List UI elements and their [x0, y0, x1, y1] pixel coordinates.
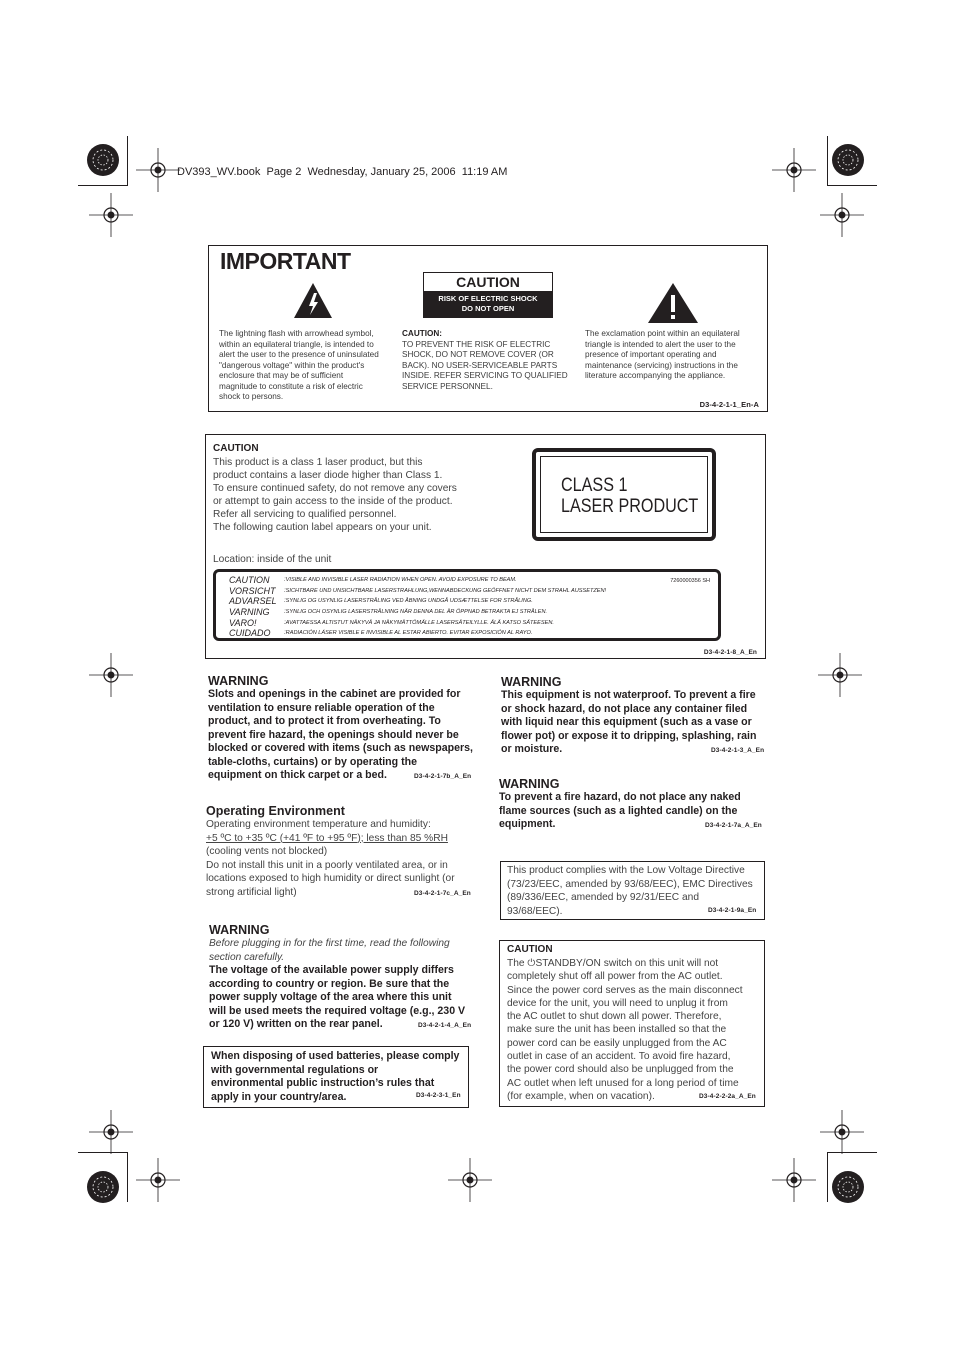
warning-heading: WARNING [208, 674, 269, 688]
laser-row: CAUTION : VISIBLE AND INVISIBLE LASER RADIATION WHEN OPEN. AVOID EXPOSURE TO BEAM. [229, 575, 517, 586]
laser-warning-rows [229, 575, 606, 639]
warning-heading: WARNING [209, 923, 270, 937]
laser-row: ADVARSEL : SYNLIG OG USYNLIG LASERSTRÅLING VED ÅBNING UNDGÅ UDSÆTTELSE FOR STRÅLING. [229, 596, 533, 607]
section-code: D3-4-2-1-8_A_En [703, 649, 757, 656]
lightning-description: The lightning flash with arrowhead symbol, within an equilateral triangle, is intended to alert the user to the presence of uninsulated "dangerous voltage" within the product's enclosure that may be of sufficient magnitude to constitute a risk of electric shock to persons. [219, 329, 379, 401]
label-part-number: 7260000356 SH [670, 578, 710, 584]
important-box [208, 245, 768, 412]
laser-row: VARO! : AVATTAESSA ALTISTUT NÄKYVÄ JA NÄKYMÄTTÖMÄLLE LASERSÄTEILYLLE. ÄLÄ KATSO SÄTEESEN. [229, 617, 554, 628]
standby-caution-heading: CAUTION [507, 944, 553, 955]
caution-label-sub2: DO NOT OPEN [461, 304, 515, 313]
laser-row: VORSICHT : SICHTBARE UND UNSICHTBARE LASERSTRAHLUNG,WENNABDECKUNG GEÖFFNET NICHT DEM STRAHL AUSSETZEN! [229, 585, 607, 596]
crosshair-icon [136, 148, 180, 192]
important-title: IMPORTANT [220, 248, 351, 274]
warning-ventilation: WARNING Slots and openings in the cabinet are provided for ventilation to ensure reliable operation of the product, and to protect it from overheating. To prevent fire hazard, the openings should never be blocked or covered with items (such as newspapers, table-cloths, curtains) or by operating the equipment on thick carpet or a bed. D3-4-2-1-7b_A_En [208, 674, 478, 783]
battery-disposal-box: When disposing of used batteries, please comply with governmental regulations or environmental public instruction’s rules that apply in your country/area. D3-4-2-3-1_En [203, 1046, 469, 1108]
crosshair-icon [136, 1158, 180, 1202]
class1-label-line2: LASER PRODUCT [561, 496, 699, 517]
crosshair-icon [89, 193, 133, 237]
laser-caution-heading: CAUTION [213, 443, 259, 454]
caution-label-sub1: RISK OF ELECTRIC SHOCK [438, 294, 538, 303]
section-code: D3-4-2-3-1_En [416, 1092, 461, 1099]
section-code: D3-4-2-1-3_A_En [711, 747, 765, 754]
crosshair-icon [448, 1158, 492, 1202]
laser-row: CUIDADO : RADIACIÓN LÁSER VISIBLE E INVISIBLE AL ESTAR ABIERTO. EVITAR EXPOSICIÓN AL RAYO. [229, 628, 533, 639]
warning-water: WARNING This equipment is not waterproof. To prevent a fire or shock hazard, do not place any container filed with liquid near this equipment (such as a vase or flower pot) or expose it to dripping, splashing, rain or moisture. D3-4-2-1-3_A_En [501, 675, 769, 757]
laser-warning-label [213, 569, 721, 641]
file-header-line: DV393_WV.book Page 2 Wednesday, January 25, 2006 11:19 AM [177, 166, 508, 178]
lightning-warning-icon [293, 282, 333, 324]
warning-heading: WARNING [501, 675, 562, 689]
registration-star-icon [86, 143, 120, 177]
operating-env-heading: Operating Environment [206, 804, 345, 818]
operating-environment: Operating Environment Operating environment temperature and humidity: +5 ºC to +35 ºC (+41 ºF to +95 ºF); less than 85 %RH (cooling vents not blocked) Do not install this unit in a poorly ventilated area, or in locations exposed to high humidity or direct sunlight (or strong artificial light) D3-4-2-1-7c_A_En [206, 804, 478, 899]
crosshair-icon [772, 1158, 816, 1202]
label-location: Location: inside of the unit [213, 554, 332, 565]
section-code: D3-4-2-1-7a_A_En [705, 822, 762, 829]
crosshair-icon [89, 1110, 133, 1154]
exclamation-warning-icon [647, 282, 699, 329]
crosshair-icon [818, 653, 862, 697]
shock-caution-text: CAUTION: TO PREVENT THE RISK OF ELECTRIC SHOCK, DO NOT REMOVE COVER (OR BACK). NO USER-SERVICEABLE PARTS INSIDE. REFER SERVICING TO QUALIFIED SERVICE PERSONNEL. [402, 329, 568, 391]
crosshair-icon [772, 148, 816, 192]
crosshair-icon [820, 193, 864, 237]
warning-flame: WARNING To prevent a fire hazard, do not place any naked flame sources (such as a lighted candle) on the equipment. D3-4-2-1-7a_A_En [499, 777, 767, 832]
section-code: D3-4-2-1-1_En-A [699, 400, 759, 409]
section-code: D3-4-2-1-7b_A_En [414, 773, 472, 780]
class1-label-line1: CLASS 1 [561, 475, 628, 496]
caution-label-title: CAUTION [456, 274, 520, 290]
registration-star-icon [86, 1170, 120, 1204]
crosshair-icon [89, 653, 133, 697]
section-code: D3-4-2-1-4_A_En [418, 1022, 472, 1029]
registration-star-icon [831, 143, 865, 177]
compliance-box: This product complies with the Low Voltage Directive (73/23/EEC, amended by 93/68/EEC), EMC Directives (89/336/EEC, amended by 92/31/EEC and 93/68/EEC). D3-4-2-1-9a_En [500, 861, 765, 920]
caution-label [423, 272, 553, 318]
warning-power-supply: WARNING Before plugging in for the first time, read the following section carefully. The voltage of the available power supply differs according to country or region. Be sure that the power supply voltage of the area where this unit will be used meets the required voltage (e.g., 230 V or 120 V) written on the rear panel. D3-4-2-1-4_A_En [209, 923, 479, 1032]
standby-caution-box: CAUTION The ⏻STANDBY/ON switch on this unit will not completely shut off all power from the AC outlet. Since the power cord serves as the main disconnect device for the unit, you will need to unplug it from the AC outlet to shut down all power. Therefore, make sure the unit has been installed so that the power cord can be easily unplugged from the AC outlet in case of an accident. To avoid fire hazard, the power cord should also be unplugged from the AC outlet when left unused for a long period of time (for example, when on vacation). D3-4-2-2-2a_A_En [499, 940, 765, 1107]
class1-laser-label [532, 448, 716, 541]
section-code: D3-4-2-1-7c_A_En [414, 890, 471, 897]
laser-row: VARNING : SYNLIG OCH OSYNLIG LASERSTRÅLNING NÄR DENNA DEL ÄR ÖPPNAD BETRAKTA EJ STRÅLEN. [229, 607, 548, 618]
crosshair-icon [820, 1110, 864, 1154]
exclamation-description: The exclamation point within an equilateral triangle is intended to alert the user to the presence of important operating and maintenance (servicing) instructions in the literature accompanying the appliance. [585, 329, 740, 380]
laser-caution-box [205, 434, 766, 659]
warning-heading: WARNING [499, 777, 560, 791]
laser-caution-text: This product is a class 1 laser product, but this product contains a laser diode higher than Class 1. To ensure continued safety, do not remove any covers or attempt to gain access to the inside of the product. Refer all servicing to qualified personnel. The following caution label appears on your unit. [213, 457, 457, 533]
registration-star-icon [831, 1170, 865, 1204]
section-code: D3-4-2-2-2a_A_En [699, 1093, 756, 1100]
section-code: D3-4-2-1-9a_En [708, 907, 757, 914]
